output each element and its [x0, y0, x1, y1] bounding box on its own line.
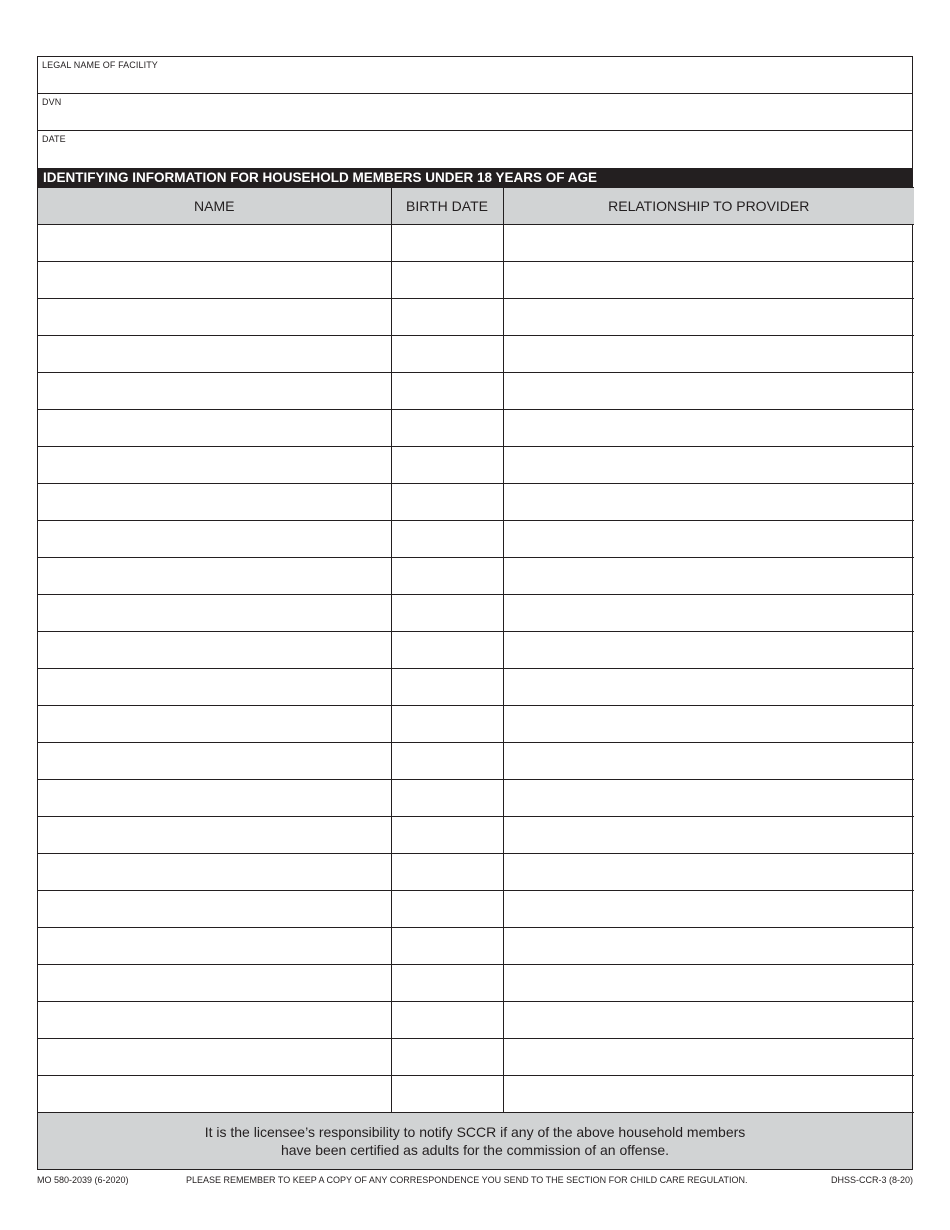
name-input[interactable] [38, 299, 391, 335]
name-input[interactable] [38, 410, 391, 446]
cell-name [38, 706, 391, 743]
name-input[interactable] [38, 706, 391, 742]
name-input[interactable] [38, 521, 391, 557]
name-input[interactable] [38, 1076, 391, 1112]
cell-birth-date [391, 262, 503, 299]
cell-relationship [503, 262, 914, 299]
cell-relationship [503, 484, 914, 521]
birth-date-input[interactable] [392, 410, 503, 446]
facility-name-row [38, 57, 912, 94]
cell-relationship [503, 669, 914, 706]
birth-date-input[interactable] [392, 891, 503, 927]
name-input[interactable] [38, 891, 391, 927]
relationship-input[interactable] [504, 336, 915, 372]
cell-name [38, 521, 391, 558]
birth-date-input[interactable] [392, 558, 503, 594]
form-number: MO 580-2039 (6-2020) [37, 1175, 129, 1185]
relationship-input[interactable] [504, 632, 915, 668]
table-row [38, 484, 914, 521]
facility-name-input[interactable] [42, 72, 908, 91]
name-input[interactable] [38, 669, 391, 705]
cell-birth-date [391, 410, 503, 447]
cell-birth-date [391, 225, 503, 262]
cell-relationship [503, 817, 914, 854]
table-row [38, 854, 914, 891]
cell-relationship [503, 965, 914, 1002]
relationship-input[interactable] [504, 299, 915, 335]
section-title: IDENTIFYING INFORMATION FOR HOUSEHOLD MEMBERS UNDER 18 YEARS OF AGE [38, 168, 912, 187]
cell-birth-date [391, 447, 503, 484]
birth-date-input[interactable] [392, 632, 503, 668]
cell-birth-date [391, 558, 503, 595]
cell-birth-date [391, 669, 503, 706]
date-row [38, 131, 912, 168]
cell-name [38, 817, 391, 854]
cell-relationship [503, 891, 914, 928]
cell-relationship [503, 595, 914, 632]
cell-name [38, 632, 391, 669]
dvn-input[interactable] [42, 109, 908, 128]
cell-relationship [503, 854, 914, 891]
cell-name [38, 447, 391, 484]
birth-date-input[interactable] [392, 484, 503, 520]
cell-name [38, 373, 391, 410]
cell-relationship [503, 336, 914, 373]
cell-name [38, 558, 391, 595]
cell-name [38, 743, 391, 780]
cell-relationship [503, 632, 914, 669]
relationship-input[interactable] [504, 410, 915, 446]
table-row [38, 595, 914, 632]
relationship-input[interactable] [504, 854, 915, 890]
table-row [38, 965, 914, 1002]
cell-birth-date [391, 299, 503, 336]
cell-birth-date [391, 484, 503, 521]
cell-birth-date [391, 706, 503, 743]
name-input[interactable] [38, 817, 391, 853]
cell-birth-date [391, 965, 503, 1002]
cell-relationship [503, 928, 914, 965]
notice-line-1: It is the licensee’s responsibility to notify SCCR if any of the above household members [204, 1124, 746, 1140]
relationship-input[interactable] [504, 484, 915, 520]
cell-relationship [503, 558, 914, 595]
table-row [38, 558, 914, 595]
birth-date-input[interactable] [392, 225, 503, 261]
name-input[interactable] [38, 225, 391, 261]
table-row [38, 447, 914, 484]
birth-date-input[interactable] [392, 595, 503, 631]
cell-birth-date [391, 854, 503, 891]
birth-date-input[interactable] [392, 447, 503, 483]
name-input[interactable] [38, 928, 391, 964]
relationship-input[interactable] [504, 743, 915, 779]
relationship-input[interactable] [504, 706, 915, 742]
relationship-input[interactable] [504, 521, 915, 557]
table-row [38, 817, 914, 854]
relationship-input[interactable] [504, 891, 915, 927]
cell-birth-date [391, 891, 503, 928]
household-members-table [38, 187, 914, 1113]
relationship-input[interactable] [504, 780, 915, 816]
cell-relationship [503, 743, 914, 780]
table-row [38, 336, 914, 373]
cell-birth-date [391, 521, 503, 558]
table-row [38, 410, 914, 447]
household-members-form [37, 56, 913, 1170]
name-input[interactable] [38, 1002, 391, 1038]
table-row [38, 669, 914, 706]
cell-name [38, 965, 391, 1002]
name-input[interactable] [38, 558, 391, 594]
table-row [38, 521, 914, 558]
birth-date-input[interactable] [392, 336, 503, 372]
cell-name [38, 1039, 391, 1076]
birth-date-input[interactable] [392, 262, 503, 298]
cell-birth-date [391, 595, 503, 632]
table-row [38, 928, 914, 965]
cell-name [38, 1076, 391, 1113]
cell-birth-date [391, 780, 503, 817]
column-header-name: NAME [38, 188, 391, 225]
cell-name [38, 1002, 391, 1039]
name-input[interactable] [38, 1039, 391, 1075]
birth-date-input[interactable] [392, 706, 503, 742]
name-input[interactable] [38, 854, 391, 890]
cell-birth-date [391, 336, 503, 373]
relationship-input[interactable] [504, 225, 915, 261]
cell-name [38, 336, 391, 373]
cell-relationship [503, 373, 914, 410]
relationship-input[interactable] [504, 447, 915, 483]
cell-name [38, 262, 391, 299]
relationship-input[interactable] [504, 1039, 915, 1075]
relationship-input[interactable] [504, 373, 915, 409]
cell-name [38, 484, 391, 521]
table-row [38, 299, 914, 336]
table-row [38, 1002, 914, 1039]
cell-relationship [503, 1076, 914, 1113]
cell-relationship [503, 706, 914, 743]
cell-relationship [503, 225, 914, 262]
column-header-birth-date: BIRTH DATE [391, 188, 503, 225]
facility-name-label: LEGAL NAME OF FACILITY [42, 60, 158, 70]
birth-date-input[interactable] [392, 854, 503, 890]
column-header-relationship: RELATIONSHIP TO PROVIDER [503, 188, 914, 225]
cell-relationship [503, 1039, 914, 1076]
cell-name [38, 299, 391, 336]
cell-relationship [503, 447, 914, 484]
cell-name [38, 669, 391, 706]
date-label: DATE [42, 134, 66, 144]
table-row [38, 1039, 914, 1076]
cell-relationship [503, 1002, 914, 1039]
name-input[interactable] [38, 336, 391, 372]
cell-birth-date [391, 1076, 503, 1113]
birth-date-input[interactable] [392, 521, 503, 557]
relationship-input[interactable] [504, 928, 915, 964]
cell-birth-date [391, 928, 503, 965]
cell-name [38, 854, 391, 891]
relationship-input[interactable] [504, 1002, 915, 1038]
birth-date-input[interactable] [392, 669, 503, 705]
cell-name [38, 410, 391, 447]
birth-date-input[interactable] [392, 817, 503, 853]
table-row [38, 780, 914, 817]
name-input[interactable] [38, 965, 391, 1001]
notice-line-2: have been certified as adults for the commission of an offense. [280, 1142, 670, 1158]
cell-birth-date [391, 632, 503, 669]
cell-birth-date [391, 1039, 503, 1076]
relationship-input[interactable] [504, 262, 915, 298]
birth-date-input[interactable] [392, 780, 503, 816]
relationship-input[interactable] [504, 595, 915, 631]
table-row [38, 373, 914, 410]
birth-date-input[interactable] [392, 299, 503, 335]
dvn-label: DVN [42, 97, 62, 107]
table-row [38, 743, 914, 780]
form-code: DHSS-CCR-3 (8-20) [830, 1175, 913, 1185]
birth-date-input[interactable] [392, 928, 503, 964]
cell-birth-date [391, 373, 503, 410]
table-row [38, 1076, 914, 1113]
cell-relationship [503, 299, 914, 336]
relationship-input[interactable] [504, 817, 915, 853]
name-input[interactable] [38, 743, 391, 779]
table-row [38, 225, 914, 262]
birth-date-input[interactable] [392, 1039, 503, 1075]
name-input[interactable] [38, 484, 391, 520]
table-body [38, 225, 914, 1113]
table-header-row [38, 188, 914, 225]
birth-date-input[interactable] [392, 1076, 503, 1112]
name-input[interactable] [38, 447, 391, 483]
table-row [38, 891, 914, 928]
birth-date-input[interactable] [392, 1002, 503, 1038]
table-row [38, 632, 914, 669]
cell-relationship [503, 521, 914, 558]
cell-birth-date [391, 817, 503, 854]
cell-name [38, 225, 391, 262]
cell-birth-date [391, 743, 503, 780]
date-input[interactable] [42, 146, 908, 166]
cell-name [38, 928, 391, 965]
relationship-input[interactable] [504, 965, 915, 1001]
licensee-notice [38, 1113, 912, 1169]
birth-date-input[interactable] [392, 743, 503, 779]
name-input[interactable] [38, 632, 391, 668]
cell-relationship [503, 410, 914, 447]
name-input[interactable] [38, 595, 391, 631]
dvn-row [38, 94, 912, 131]
cell-name [38, 595, 391, 632]
birth-date-input[interactable] [392, 373, 503, 409]
cell-name [38, 780, 391, 817]
relationship-input[interactable] [504, 669, 915, 705]
relationship-input[interactable] [504, 558, 915, 594]
birth-date-input[interactable] [392, 965, 503, 1001]
relationship-input[interactable] [504, 1076, 915, 1112]
name-input[interactable] [38, 373, 391, 409]
cell-relationship [503, 780, 914, 817]
table-row [38, 262, 914, 299]
cell-name [38, 891, 391, 928]
name-input[interactable] [38, 780, 391, 816]
table-row [38, 706, 914, 743]
cell-birth-date [391, 1002, 503, 1039]
name-input[interactable] [38, 262, 391, 298]
correspondence-reminder: PLEASE REMEMBER TO KEEP A COPY OF ANY CORRESPONDENCE YOU SEND TO THE SECTION FOR CHILD CARE REGULATION. [186, 1175, 748, 1185]
